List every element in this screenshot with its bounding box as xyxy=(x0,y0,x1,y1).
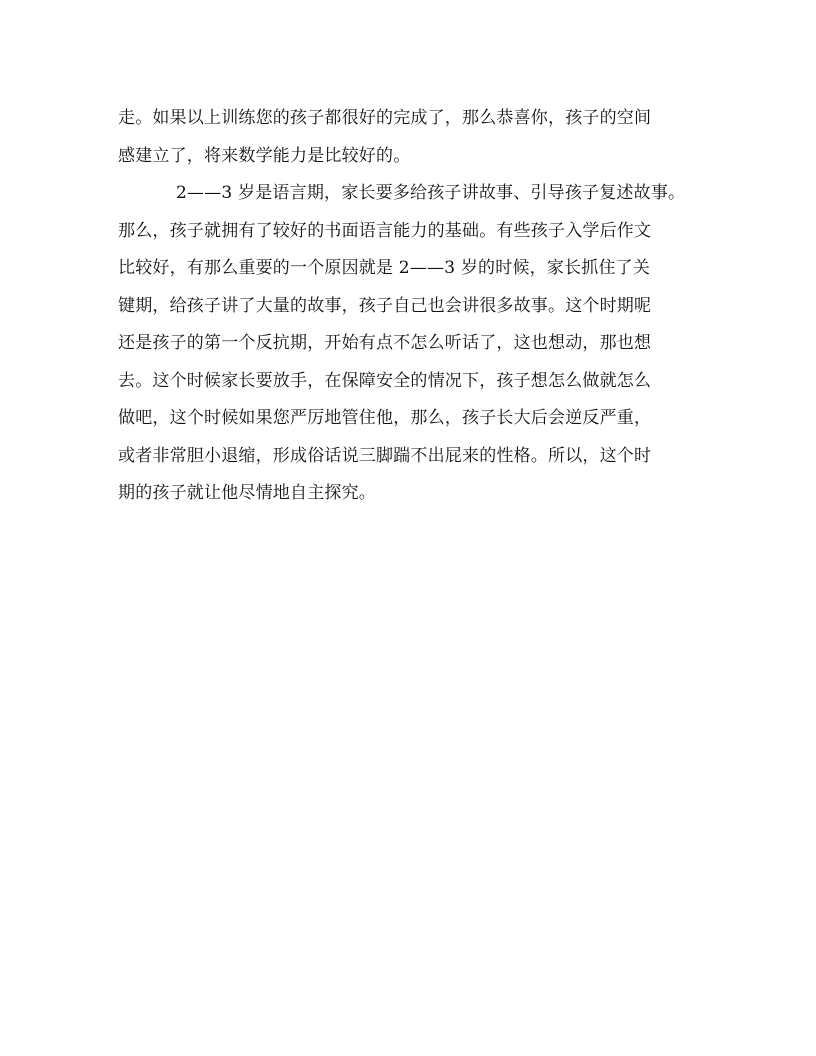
text-line: 期的孩子就让他尽情地自主探究。 xyxy=(118,483,376,503)
text-line: 或者非常胆小退缩，形成俗话说三脚踹不出屁来的性格。所以，这个时 xyxy=(118,445,652,466)
text-line: 键期，给孩子讲了大量的故事，孩子自己也会讲很多故事。这个时期呢 xyxy=(118,295,652,316)
text-line: 去。这个时候家长要放手，在保障安全的情况下，孩子想怎么做就怎么 xyxy=(118,370,652,391)
text-line: 还是孩子的第一个反抗期，开始有点不怎么听话了，这也想动，那也想 xyxy=(118,333,652,353)
text-line: 做吧，这个时候如果您严厉地管住他，那么，孩子长大后会逆反严重， xyxy=(118,408,652,428)
paragraph-2 xyxy=(118,175,698,513)
paragraph-1 xyxy=(118,100,698,175)
text-line: 感建立了，将来数学能力是比较好的。 xyxy=(118,145,411,166)
text-line: 那么，孩子就拥有了较好的书面语言能力的基础。有些孩子入学后作文 xyxy=(118,220,652,241)
document-body xyxy=(118,100,698,513)
text-line: 2——3 岁是语言期，家长要多给孩子讲故事、引导孩子复述故事。 xyxy=(176,183,686,203)
text-line: 走。如果以上训练您的孩子都很好的完成了，那么恭喜你，孩子的空间 xyxy=(118,108,652,128)
text-line: 比较好，有那么重要的一个原因就是 2——3 岁的时候，家长抓住了关 xyxy=(118,258,651,278)
